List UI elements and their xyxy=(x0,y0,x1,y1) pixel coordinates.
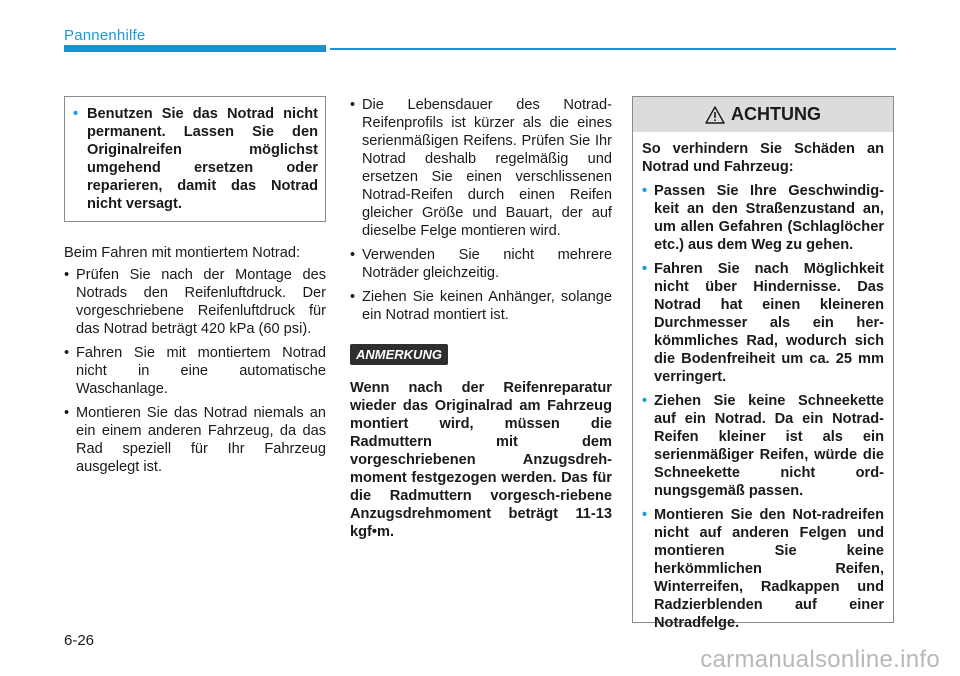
bullet-dot-icon: • xyxy=(642,183,648,199)
bullet-dot-icon: • xyxy=(73,106,79,122)
list-item xyxy=(64,404,326,476)
bullet-dot-icon: • xyxy=(642,261,648,277)
list-item xyxy=(350,288,612,324)
warning-title: ACHTUNG xyxy=(731,104,821,124)
page-number: 6-26 xyxy=(64,632,95,649)
warning-item xyxy=(642,260,884,386)
list-item-text: Montieren Sie das Notrad niemals an ein einem anderen Fahrzeug, da das Rad speziell für Ihr Fahrzeug ausgelegt ist. xyxy=(76,405,326,475)
list-item xyxy=(350,96,612,240)
warning-item-text: Montieren Sie den Not-radreifen nicht auf anderen Felgen und montieren Sie keine herkömmlichen Reifen, Winterreifen, Radkappen und Radzierblenden auf einer Notradfelge. xyxy=(654,507,884,631)
warning-item xyxy=(642,506,884,632)
watermark: carmanualsonline.info xyxy=(700,646,940,673)
warning-triangle-icon xyxy=(705,106,725,124)
bullet-dot-icon: • xyxy=(642,507,648,523)
header-rule-thick xyxy=(64,45,326,52)
list-item-text: Fahren Sie mit montiertem Notrad nicht in eine automatische Waschanlage. xyxy=(76,345,326,397)
warning-item-text: Passen Sie Ihre Geschwindig-keit an den Straßenzustand an, um allen Gefahren (Schlaglöcher etc.) aus dem Weg zu gehen. xyxy=(654,183,884,253)
header-rule-thin xyxy=(330,48,896,50)
warning-header xyxy=(633,97,893,132)
warning-item xyxy=(642,182,884,254)
bullet-dot-icon: • xyxy=(350,97,356,113)
warning-item-text: Ziehen Sie keine Schneekette auf ein Notrad. Da ein Notrad-Reifen kleiner ist als ein serienmäßiger Reifen, würde die Schneekette nicht ord-nungsgemäß passen. xyxy=(654,393,884,499)
bullet-dot-icon: • xyxy=(64,405,70,421)
list-item xyxy=(350,246,612,282)
list-item-text: Prüfen Sie nach der Montage des Notrads den Reifenluftdruck. Der vorgeschriebene Reifenluftdruck für das Notrad beträgt 420 kPa (60 psi). xyxy=(76,267,326,337)
caution-box xyxy=(64,96,326,222)
caution-item xyxy=(73,105,318,213)
list-item-text: Die Lebensdauer des Notrad-Reifenprofils ist kürzer als die eines serienmäßigen Reifens. Prüfen Sie Ihr Notrad deshalb regelmäßig und ersetzen Sie einen verschlissenen Notrad-Reifen durch einen Reifen gleicher Größe und Bauart, der auf dieselbe Felge montieren wird. xyxy=(362,97,612,239)
warning-intro: So verhindern Sie Schäden an Notrad und Fahrzeug: xyxy=(642,141,884,175)
warning-body xyxy=(633,132,893,632)
warning-item xyxy=(642,392,884,500)
bullet-dot-icon: • xyxy=(64,267,70,283)
warning-box xyxy=(632,96,894,631)
caution-text: Benutzen Sie das Notrad nicht permanent. Lassen Sie den Originalreifen möglichst umgehend ersetzen oder reparieren, damit das Notrad nicht versagt. xyxy=(87,106,318,212)
section-title: Pannenhilfe xyxy=(64,27,146,44)
bullet-dot-icon: • xyxy=(350,247,356,263)
note-badge: ANMERKUNG xyxy=(350,344,448,365)
list-item-text: Verwenden Sie nicht mehrere Noträder gleichzeitig. xyxy=(362,247,612,281)
bullet-dot-icon: • xyxy=(350,289,356,305)
list-item xyxy=(64,344,326,398)
note-text: Wenn nach der Reifenreparatur wieder das Originalrad am Fahrzeug montiert wird, müssen die Radmuttern mit dem vorgeschriebenen Anzugsdreh-moment festgezogen werden. Das für die Radmuttern vorgesch-riebene Anzugsdrehmoment beträgt 11-13 kgf•m. xyxy=(350,380,612,540)
middle-list xyxy=(350,96,612,324)
list-item-text: Ziehen Sie keinen Anhänger, solange ein Notrad montiert ist. xyxy=(362,289,612,323)
lead-text: Beim Fahren mit montiertem Notrad: xyxy=(64,245,301,261)
left-column xyxy=(64,96,326,482)
bullet-dot-icon: • xyxy=(64,345,70,361)
list-item xyxy=(64,266,326,338)
left-list xyxy=(64,266,326,476)
warning-item-text: Fahren Sie nach Möglichkeit nicht über Hindernisse. Das Notrad hat einen kleineren Durchmesser als ein her-kömmliches Rad, wodurch sich die Bodenfreiheit um ca. 25 mm verringert. xyxy=(654,261,884,385)
bullet-dot-icon: • xyxy=(642,393,648,409)
middle-column xyxy=(350,96,612,541)
